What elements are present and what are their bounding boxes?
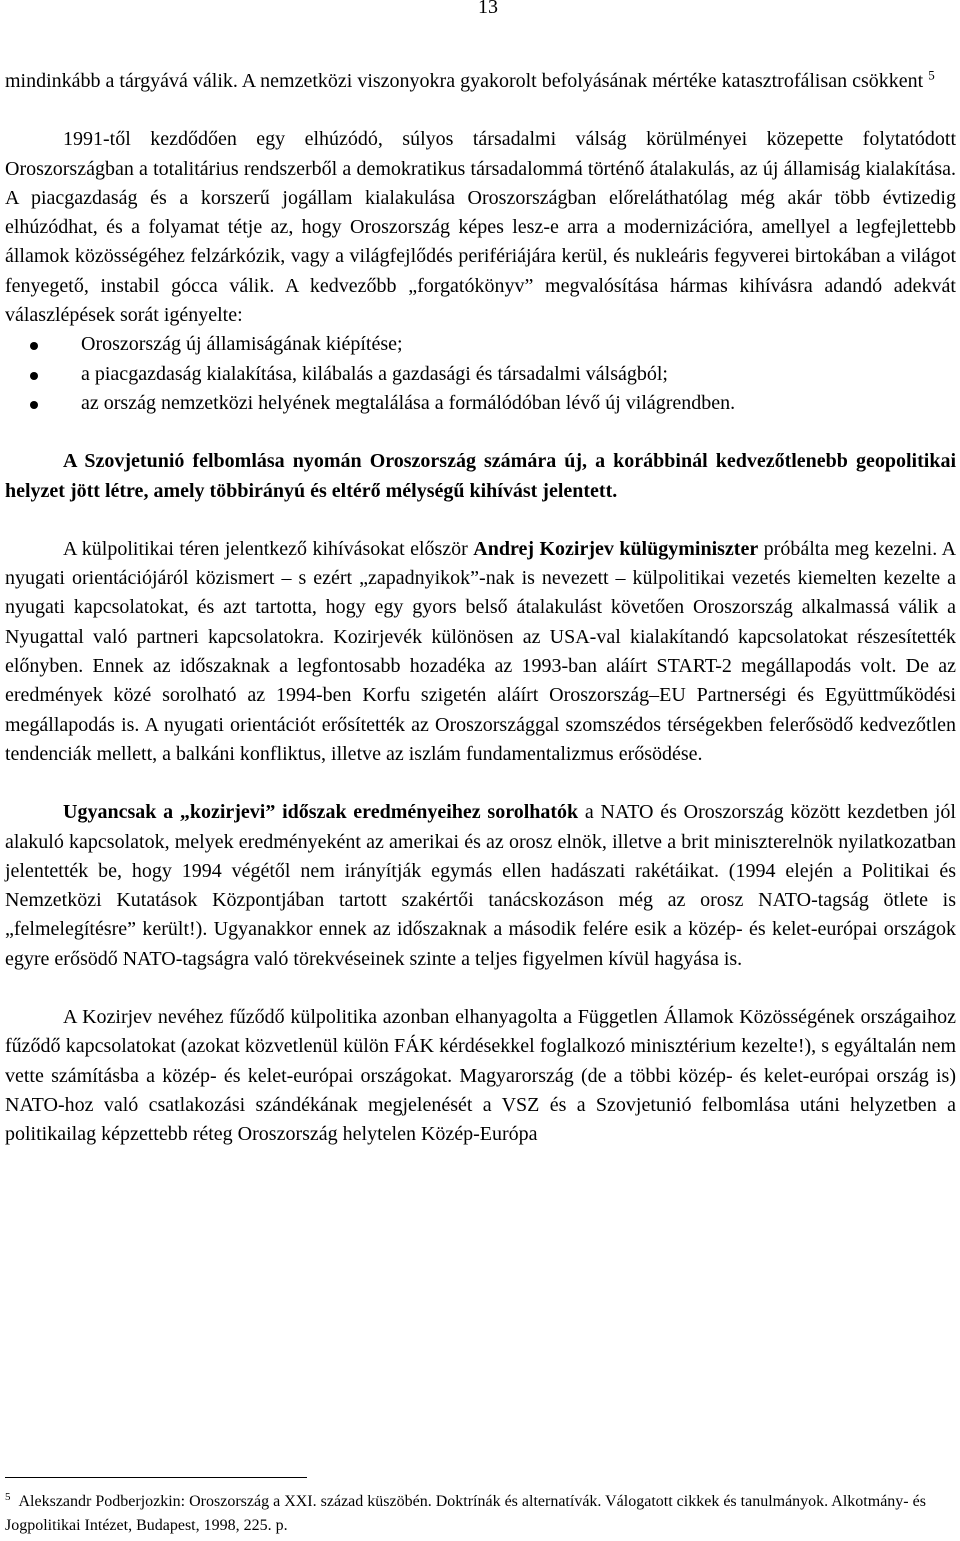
footnote-reference: 5	[928, 67, 935, 83]
paragraph-4: A külpolitikai téren jelentkező kihívásokat először Andrej Kozirjev külügyminiszter próbálta meg kezelni. A nyugati orientációjáról közismert – s ezért „zapadnyikok”-nak is nevezett – külpolitikai vezetés kiemelten kezelte a nyugati kapcsolatokat, és azt tartotta, hogy egy gyors belső átalakulást követően Oroszország alkalmassá válik a Nyugattal való partneri kapcsolatokra. Kozirjevék különösen az USA-val kialakítandó kapcsolatokat részesítették előnyben. Ennek az időszaknak a legfontosabb hozadéka az 1993-ban aláírt START-2 megállapodás volt. De az eredmények közé sorolható az 1994-ben Korfu szigetén aláírt Oroszország–EU Partnerségi és Együttműködési megállapodás is. A nyugati orientációt erősítették az Oroszországgal szomszédos térségekben felerősödő kedvezőtlen tendenciák mellett, a balkáni konfliktus, illetve az iszlám fundamentalizmus erősödése.	[5, 537, 957, 765]
paragraph-2: 1991-től kezdődően egy elhúzódó, súlyos társadalmi válság körülményei közepette folytatódott Oroszországban a totalitárius rendszerből a demokratikus társadalommá történő átalakulás, az új államiság kialakítása. A piacgazdaság és a korszerű jogállam kialakulása Oroszországban előreláthatólag még akár több évtizedig elhúzódhat, és a folyamat tétje az, hogy Oroszország képes lesz-e arra a modernizációra, amellyel a legfejlettebb államok közösségéhez felzárkózik, vagy a világfejlődés perifériájára kerül, és nukleáris fegyverei birtokában a világot fenyegető, instabil gócca válik. A kedvezőbb „forgatókönyv” megvalósítása hármas kihívásra adandó adekvát válaszlépések sorát igényelte:	[5, 128, 956, 327]
list-item: a piacgazdaság kialakítása, kilábalás a gazdasági és társadalmi válságból;	[5, 360, 956, 389]
main-text	[5, 67, 956, 1150]
paragraph-1-text: mindinkább a tárgyává válik. A nemzetközi viszonyokra gyakorolt befolyásának mértéke katasztrofálisan csökkent	[5, 70, 924, 92]
kozirjev-period-highlight: Ugyancsak a „kozirjevi” időszak eredményeihez sorolhatók	[63, 801, 579, 824]
page-number: 13	[478, 0, 498, 18]
bullet-icon	[30, 342, 38, 350]
paragraph-5: Ugyancsak a „kozirjevi” időszak eredményeihez sorolhatók a NATO és Oroszország között kezdetben jól alakuló kapcsolatok, melyek eredményeként az amerikai és az orosz elnök, illetve a brit miniszterelnök nyilatkozatban jelentették be, hogy 1994 végétől nem irányítják egymás ellen hadászati rakétáikat. (1994 elején a Politikai és Nemzetközi Kutatások Központjában tartott szakértői tanácskozáson még az orosz NATO-tagság ötlete is „felmelegítésre” került!). Ugyanakkor ennek az időszaknak a második felére esik a közép- és kelet-európai országok egyre erősödő NATO-tagságra való törekvéseinek szinte a teljes figyelmen kívül hagyása is.	[5, 801, 956, 970]
bullet-list	[5, 330, 956, 418]
bullet-icon	[30, 401, 38, 409]
list-item: az ország nemzetközi helyének megtalálása a formálódóban lévő új világrendben.	[5, 389, 956, 418]
footnote	[5, 1490, 956, 1538]
paragraph-6: A Kozirjev nevéhez fűződő külpolitika azonban elhanyagolta a Független Államok Közösségének országaihoz fűződő kapcsolatokat (azokat közvetlenül külön FÁK kérdésekkel foglalkozó minisztérium kezelte!), s egyáltalán nem vette számításba a közép- és kelet-európai országokat. Magyarország (de a többi közép- és kelet-európai ország is) NATO-hoz való csatlakozási szándékának megjelenését a VSZ és a Szovjetunió felbomlása utáni helyzetben a politikailag képzettebb réteg Oroszország helytelen Közép-Európa	[5, 1006, 956, 1146]
list-item: Oroszország új államiságának kiépítése;	[5, 330, 956, 359]
paragraph-1	[5, 67, 956, 96]
footnote-divider	[5, 1477, 307, 1478]
footnote-mark: 5	[5, 1490, 11, 1503]
kozirjev-highlight: Andrej Kozirjev külügyminiszter	[473, 537, 759, 560]
footnote-text: Alekszandr Podberjozkin: Oroszország a XXI. század küszöbén. Doktrínák és alternatívák. Válogatott cikkek és tanulmányok. Alkotmány- és Jogpolitikai Intézet, Budapest, 1998, 225. p.	[5, 1493, 926, 1534]
bullet-icon	[30, 372, 38, 380]
paragraph-3-bold: A Szovjetunió felbomlása nyomán Oroszország számára új, a korábbinál kedvezőtlenebb geopolitikai helyzet jött létre, amely többirányú és eltérő mélységű kihívást jelentett.	[5, 450, 956, 502]
